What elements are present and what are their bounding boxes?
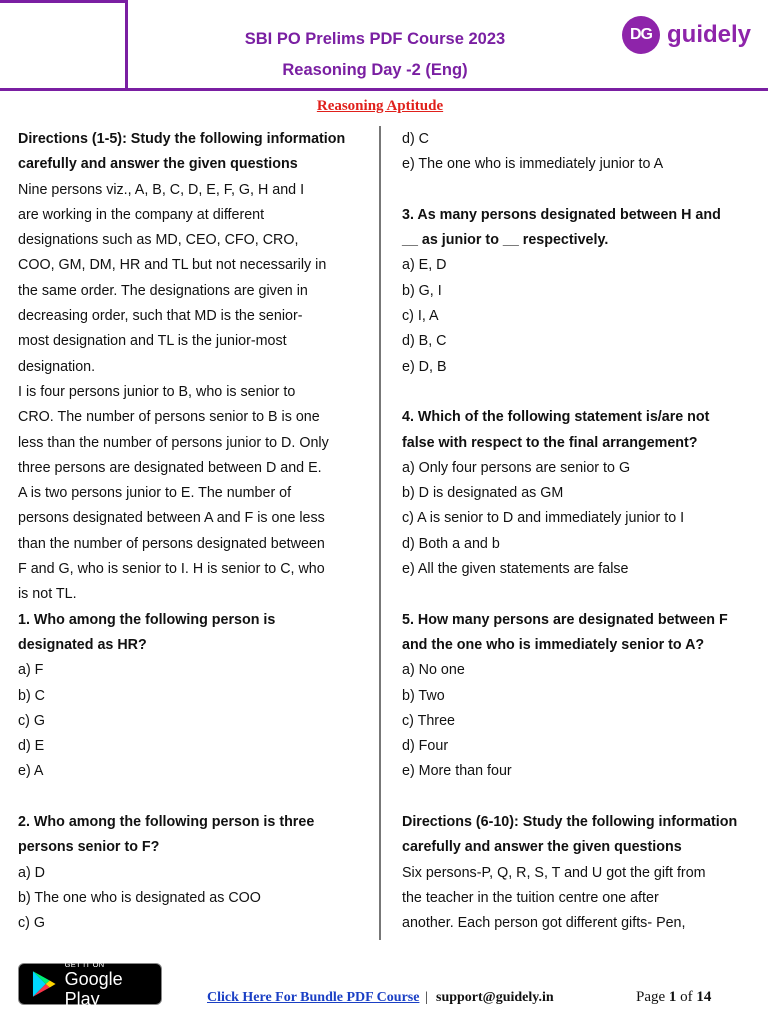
text-line: c) A is senior to D and immediately junior to I (402, 510, 685, 527)
text-line: F and G, who is senior to I. H is senior to C, who (18, 561, 325, 578)
google-play-icon (31, 970, 57, 998)
text-line: three persons are designated between D and E. (18, 459, 322, 476)
text-line: 4. Which of the following statement is/are not (402, 409, 710, 426)
page-total: 14 (696, 989, 712, 1005)
badge-store-name: Google Play (64, 968, 123, 1009)
text-line: are working in the company at different (18, 206, 265, 223)
text-line: b) C (18, 687, 46, 704)
text-line: b) G, I (402, 282, 442, 299)
text-line: false with respect to the final arrangement? (402, 434, 698, 451)
text-line: carefully and answer the given questions (402, 839, 682, 856)
text-line: designated as HR? (18, 636, 147, 653)
google-play-badge[interactable] (18, 959, 162, 1009)
text-line: 2. Who among the following person is three (18, 814, 315, 831)
badge-caption: GET IT ON (64, 959, 105, 969)
text-line: b) Two (402, 687, 445, 704)
text-line: most designation and TL is the junior-most (18, 333, 287, 350)
text-line: b) D is designated as GM (402, 485, 564, 502)
text-line: e) A (18, 763, 44, 780)
text-line: d) C (402, 131, 430, 147)
text-line: the same order. The designations are given in (18, 282, 308, 299)
text-line: a) D (18, 864, 46, 881)
blank-line (402, 380, 752, 405)
text-line: c) Three (402, 712, 455, 729)
text-line: 1. Who among the following person is (18, 611, 276, 628)
text-line: designation. (18, 358, 96, 375)
right-column (402, 127, 752, 937)
text-line: another. Each person got different gifts- Pen, (402, 915, 686, 932)
support-email[interactable]: support@guidely.in (436, 990, 554, 1005)
text-line: a) F (18, 662, 44, 679)
text-line: d) B, C (402, 333, 447, 350)
page-prefix: Page (636, 989, 666, 1005)
text-line: COO, GM, DM, HR and TL but not necessarily in (18, 257, 327, 274)
logo-wordmark: guidely (667, 21, 752, 48)
text-line: persons designated between A and F is one less (18, 510, 325, 527)
text-line: less than the number of persons junior to D. Only (18, 434, 329, 451)
text-line: e) D, B (402, 358, 447, 375)
bundle-course-link[interactable]: Click Here For Bundle PDF Course (207, 990, 420, 1005)
blank-line (402, 785, 752, 810)
section-heading: Reasoning Aptitude (316, 98, 444, 114)
blank-line (18, 785, 363, 810)
text-line: d) E (18, 738, 45, 755)
text-line: __ as junior to __ respectively. (402, 232, 609, 249)
text-line: persons senior to F? (18, 839, 160, 856)
header-divider (0, 88, 768, 91)
text-line: A is two persons junior to E. The number of (18, 485, 292, 502)
column-divider (379, 126, 381, 940)
blank-line (402, 582, 752, 607)
text-line: a) No one (402, 662, 465, 679)
text-line: carefully and answer the given questions (18, 156, 298, 173)
page-current: 1 (668, 989, 677, 1005)
text-line: c) I, A (402, 308, 439, 325)
page-indicator (636, 989, 711, 1006)
text-line: than the number of persons designated between (18, 535, 325, 552)
guidely-logo[interactable] (622, 16, 751, 54)
footer-separator: | (425, 990, 428, 1005)
text-line: I is four persons junior to B, who is senior to (18, 383, 296, 400)
text-line: Nine persons viz., A, B, C, D, E, F, G, H and I (18, 181, 305, 198)
text-line: d) Four (402, 738, 449, 755)
text-line: Directions (6-10): Study the following information (402, 814, 738, 831)
text-line: CRO. The number of persons senior to B is one (18, 409, 320, 426)
left-column (18, 127, 363, 937)
text-line: Directions (1-5): Study the following information (18, 131, 346, 147)
course-title: SBI PO Prelims PDF Course 2023 (244, 30, 506, 48)
text-line: 3. As many persons designated between H and (402, 206, 721, 223)
text-line: is not TL. (18, 586, 77, 603)
text-line: a) E, D (402, 257, 447, 274)
text-line: 5. How many persons are designated between F (402, 611, 728, 628)
text-line: e) The one who is immediately junior to A (402, 156, 664, 173)
text-line: e) More than four (402, 763, 512, 780)
page-of: of (680, 989, 693, 1005)
text-line: decreasing order, such that MD is the senior- (18, 308, 303, 325)
logo-mark-icon: DG (622, 16, 660, 54)
text-line: b) The one who is designated as COO (18, 889, 261, 906)
text-line: d) Both a and b (402, 535, 500, 552)
text-line: c) G (18, 712, 46, 729)
text-line: Six persons-P, Q, R, S, T and U got the gift from (402, 864, 706, 881)
text-line: the teacher in the tuition centre one after (402, 889, 659, 906)
text-line: a) Only four persons are senior to G (402, 459, 631, 476)
day-subtitle: Reasoning Day -2 (Eng) (282, 61, 468, 79)
blank-line (402, 178, 752, 203)
header-corner-frame (0, 0, 128, 90)
text-line: c) G (18, 915, 46, 932)
text-line: e) All the given statements are false (402, 561, 629, 578)
text-line: designations such as MD, CEO, CFO, CRO, (18, 232, 299, 249)
text-line: and the one who is immediately senior to A? (402, 636, 705, 653)
